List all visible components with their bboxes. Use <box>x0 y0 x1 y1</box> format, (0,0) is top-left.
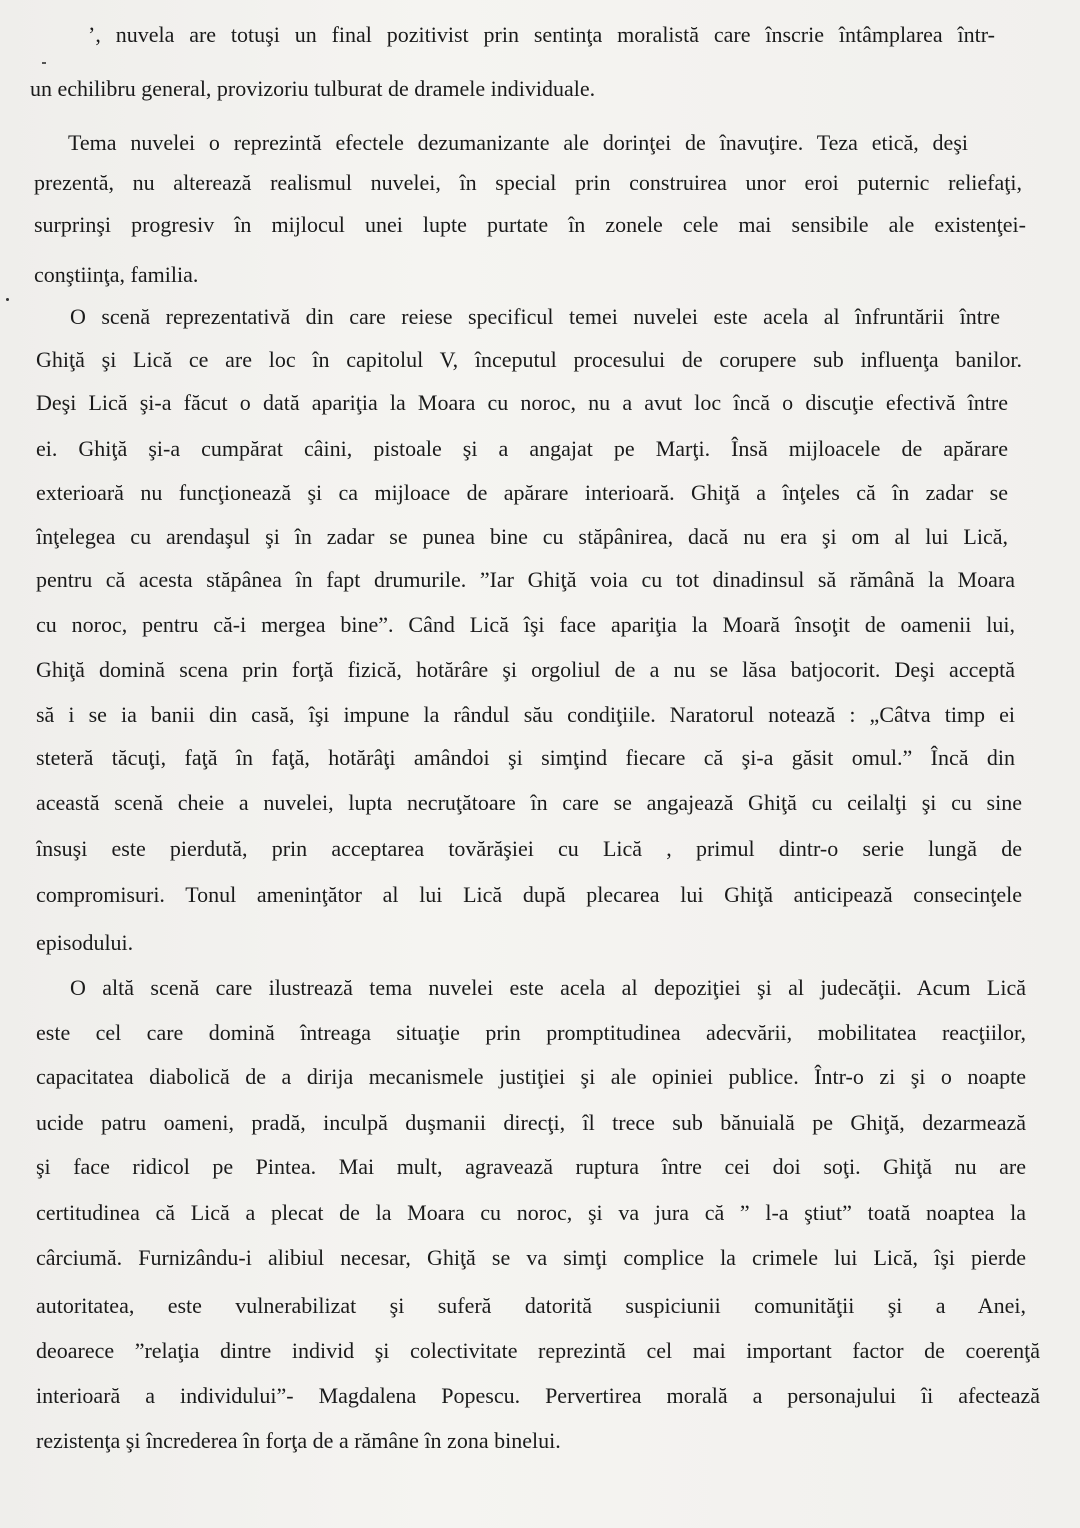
text-line: Ghiţă domină scena prin forţă fizică, hotărâre şi orgoliul de a nu se lăsa batjocorit. Deşi acceptă <box>36 657 1015 682</box>
text-line: Deşi Lică şi-a făcut o dată apariţia la Moara cu noroc, nu a avut loc încă o discuţie efectivă între <box>36 390 1008 415</box>
text-line: autoritatea, este vulnerabilizat şi suferă datorită suspiciunii comunităţii şi a Anei, <box>36 1293 1026 1318</box>
text-line: un echilibru general, provizoriu tulburat de dramele individuale. <box>30 76 596 101</box>
text-line: deoarece ”relaţia dintre individ şi colectivitate reprezintă cel mai important factor de coerenţă <box>36 1338 1040 1363</box>
text-line: O scenă reprezentativă din care reiese specificul temei nuvelei este acela al înfruntării între <box>70 304 1000 329</box>
text-line: surprinşi progresiv în mijlocul unei lupte purtate în zonele cele mai sensibile ale existenţei- <box>34 212 1026 237</box>
text-line: conştiinţa, familia. <box>34 262 199 287</box>
scan-dot <box>6 298 9 301</box>
text-line: este cel care domină întreaga situaţie prin promptitudinea adecvării, mobilitatea reacţiilor, <box>36 1020 1026 1045</box>
text-line: însuşi este pierdută, prin acceptarea tovărăşiei cu Lică , primul dintr-o serie lungă de <box>36 836 1022 861</box>
text-line: cârciumă. Furnizându-i alibiul necesar, Ghiţă se va simţi complice la crimele lui Lică, îşi pierde <box>36 1245 1026 1270</box>
text-line: ucide patru oameni, pradă, inculpă duşmanii direcţi, îl trece sub bănuială pe Ghiţă, dezarmează <box>36 1110 1026 1135</box>
text-line: această scenă cheie a nuvelei, lupta necruţătoare în care se angajează Ghiţă cu ceilalţi şi cu sine <box>36 790 1022 815</box>
text-line: exterioară nu funcţionează şi ca mijloace de apărare interioară. Ghiţă a înţeles că în zadar se <box>36 480 1008 505</box>
text-line: episodului. <box>36 930 134 955</box>
text-line: Ghiţă şi Lică ce are loc în capitolul V, începutul procesului de corupere sub influenţa banilor. <box>36 347 1022 372</box>
text-line: şi face ridicol pe Pintea. Mai mult, agravează ruptura între cei doi soţi. Ghiţă nu are <box>36 1154 1026 1179</box>
text-line: să i se ia banii din casă, îşi impune la rândul său condiţiile. Naratorul notează : „Câtva timp ei <box>36 702 1015 727</box>
text-line: ’, nuvela are totuşi un final pozitivist prin sentinţa moralistă care înscrie întâmplarea într- <box>88 22 995 47</box>
scan-mark <box>42 62 46 64</box>
text-line: pentru că acesta stăpânea în fapt drumurile. ”Iar Ghiţă voia cu tot dinadinsul să rămână la Moara <box>36 567 1015 592</box>
text-line: prezentă, nu alterează realismul nuvelei, în special prin construirea unor eroi puternic reliefaţi, <box>34 170 1022 195</box>
text-line: ei. Ghiţă şi-a cumpărat câini, pistoale şi a angajat pe Marţi. Însă mijloacele de apărare <box>36 436 1008 461</box>
text-line: compromisuri. Tonul ameninţător al lui Lică după plecarea lui Ghiţă anticipează consecinţele <box>36 882 1022 907</box>
text-line: înţelegea cu arendaşul şi în zadar se punea bine cu stăpânirea, dacă nu era şi om al lui Lică, <box>36 524 1008 549</box>
text-line: capacitatea diabolică de a dirija mecanismele justiţiei şi ale opiniei publice. Într-o zi şi o noapte <box>36 1064 1026 1089</box>
text-line: interioară a individului”- Magdalena Popescu. Pervertirea morală a personajului îi afectează <box>36 1383 1040 1408</box>
text-line: steteră tăcuţi, faţă în faţă, hotărâţi amândoi şi simţind fiecare că şi-a găsit omul.” Încă din <box>36 745 1015 770</box>
text-line: cu noroc, pentru că-i mergea bine”. Când Lică îşi face apariţia la Moară însoţit de oamenii lui, <box>36 612 1015 637</box>
text-line: O altă scenă care ilustrează tema nuvelei este acela al depoziţiei şi al judecăţii. Acum Lică <box>70 975 1026 1000</box>
text-line: certitudinea că Lică a plecat de la Moara cu noroc, şi va jura că ” l-a ştiut” toată noaptea la <box>36 1200 1026 1225</box>
text-line: Tema nuvelei o reprezintă efectele dezumanizante ale dorinţei de înavuţire. Teza etică, deşi <box>68 130 968 155</box>
text-line: rezistenţa şi încrederea în forţa de a rămâne în zona binelui. <box>36 1428 561 1453</box>
